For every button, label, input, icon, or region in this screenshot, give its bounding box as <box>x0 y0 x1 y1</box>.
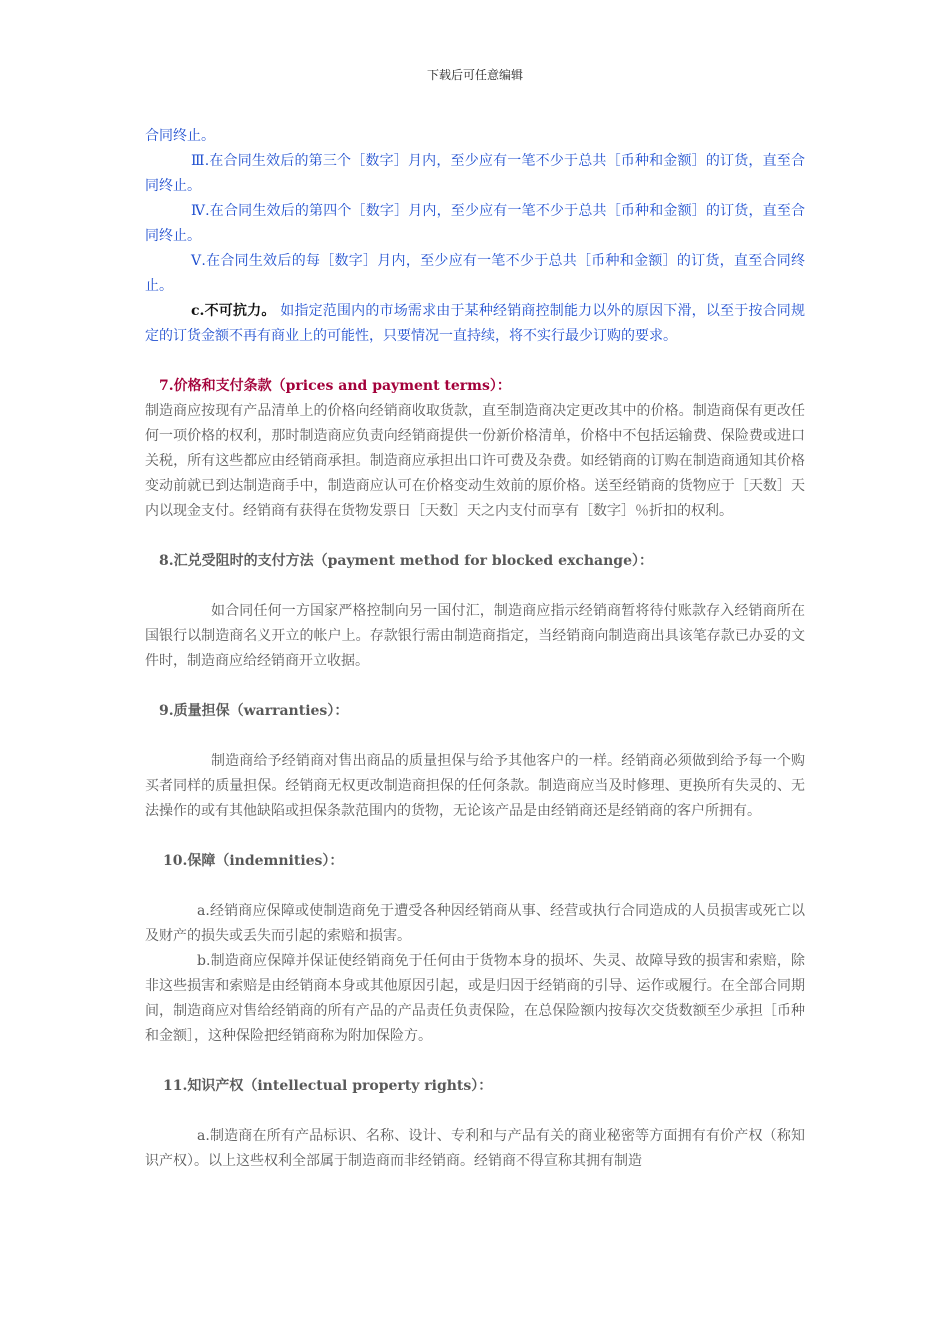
page-header-note: 下载后可任意编辑 <box>426 68 523 82</box>
section-7-body: 制造商应按现有产品清单上的价格向经销商收取货款，直至制造商决定更改其中的价格。制造商保有更改任何一项价格的权利，那时制造商应负责向经销商提供一份新价格清单，价格中不包括运输费、保险费或进口关税，所有这些都应由经销商承担。制造商应承担出口许可费及杂费。如经销商的订购在制造商通知其价格变动前就已到达制造商手中，制造商应认可在价格变动生效前的原价格。送至经销商的货物应于［天数］天内以现金支付。经销商有获得在货物发票日［天数］天之内支付而享有［数字］％折扣的权利。 <box>145 403 805 519</box>
section-10-heading: 10.保障（indemnities）： <box>163 853 344 869</box>
section-9-heading: 9.质量担保（warranties）： <box>159 703 349 719</box>
section-10-b: b.制造商应保障并保证使经销商免于任何由于货物本身的损坏、失灵、故障导致的损害和索赔，除非这些损害和索赔是由经销商本身或其他原因引起，或是归因于经销商的引导、运作或履行。在全部合同期间，制造商应对售给经销商的所有产品的产品责任负责保险，在总保险额内按每次交货数额至少承担［币种和金额］，这种保险把经销商称为附加保险方。 <box>145 953 805 1044</box>
continued-paragraph: 合同终止。 <box>145 128 215 144</box>
force-majeure-label: c.不可抗力。 <box>191 303 276 319</box>
section-7-heading: 7.价格和支付条款（prices and payment terms）： <box>159 378 511 394</box>
section-10-a: a.经销商应保障或使制造商免于遭受各种因经销商从事、经营或执行合同造成的人员损害或死亡以及财产的损失或丢失而引起的索赔和损害。 <box>145 903 805 944</box>
section-9-body: 制造商给予经销商对售出商品的质量担保与给予其他客户的一样。经销商必须做到给予每一个购买者同样的质量担保。经销商无权更改制造商担保的任何条款。制造商应当及时修理、更换所有失灵的、无法操作的或有其他缺陷或担保条款范围内的货物，无论该产品是由经销商还是经销商的客户所拥有。 <box>145 753 805 819</box>
force-majeure-text: 如指定范围内的市场需求由于某种经销商控制能力以外的原因下滑，以至于按合同规定的订货金额不再有商业上的可能性，只要情况一直持续，将不实行最少订购的要求。 <box>145 303 806 344</box>
force-majeure-clause <box>145 299 805 349</box>
section-11-heading: 11.知识产权（intellectual property rights）： <box>163 1078 493 1094</box>
clause-iv: Ⅳ.在合同生效后的第四个［数字］月内，至少应有一笔不少于总共［币种和金额］的订货，直至合同终止。 <box>145 203 805 244</box>
section-8-heading: 8.汇兑受阻时的支付方法（payment method for blocked exchange）： <box>159 553 653 569</box>
section-11-a: a.制造商在所有产品标识、名称、设计、专利和与产品有关的商业秘密等方面拥有有价产权（称知识产权）。以上这些权利全部属于制造商而非经销商。经销商不得宣称其拥有制造 <box>145 1128 805 1169</box>
document-body <box>145 124 805 1174</box>
clause-iii: Ⅲ.在合同生效后的第三个［数字］月内，至少应有一笔不少于总共［币种和金额］的订货，直至合同终止。 <box>145 153 805 194</box>
section-8-body: 如合同任何一方国家严格控制向另一国付汇，制造商应指示经销商暂将待付账款存入经销商所在国银行以制造商名义开立的帐户上。存款银行需由制造商指定，当经销商向制造商出具该笔存款已办妥的文件时，制造商应给经销商开立收据。 <box>145 603 805 669</box>
clause-v: Ⅴ.在合同生效后的每［数字］月内，至少应有一笔不少于总共［币种和金额］的订货，直至合同终止。 <box>145 253 805 294</box>
